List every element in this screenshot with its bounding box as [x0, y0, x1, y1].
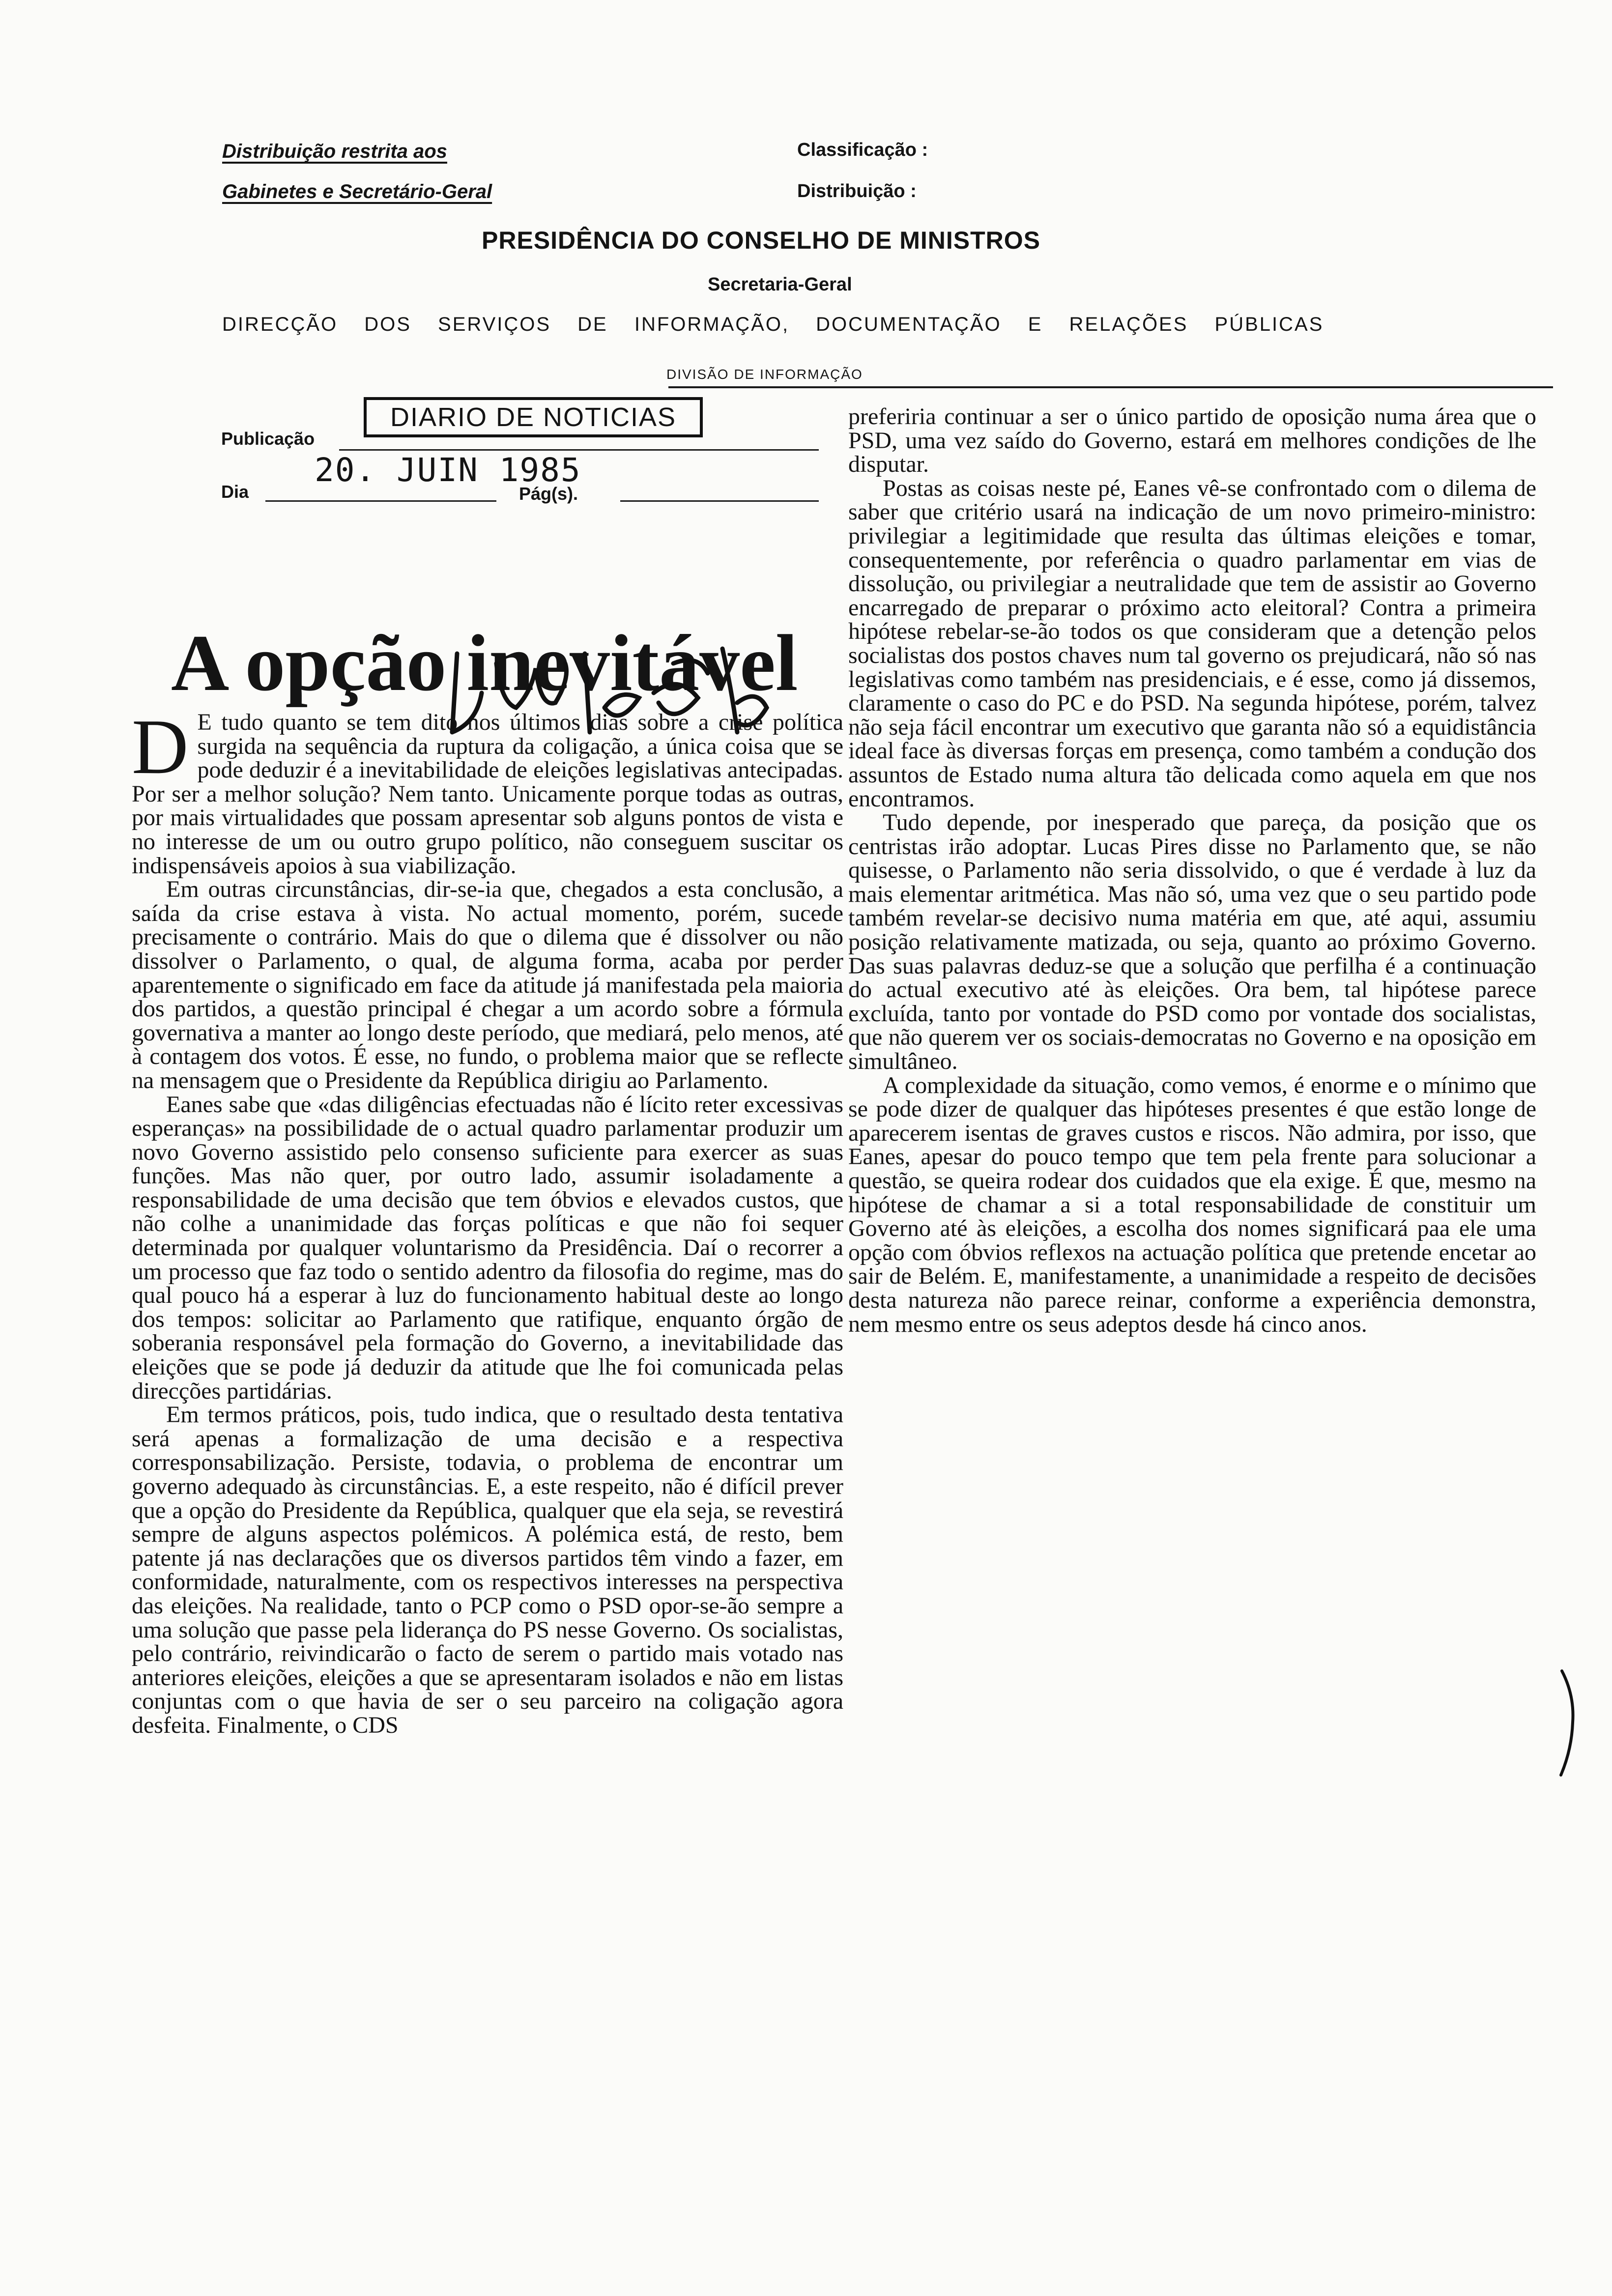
distribution-label: Distribuição : [797, 181, 917, 201]
article-paragraph: A complexidade da situação, como vemos, é enorme e o mínimo que se pode dizer de qualquer das hipóteses presentes é que estão longe de aparecerem isentas de graves custos e riscos. Não admira, por isso, que Eanes, apesar do pouco tempo que tem pela frente para solucionar a questão, se queira rodear dos cuidados que ela exige. É que, mesmo na hipótese de chamar a si a total responsabilidade de constituir um Governo até às eleições, a escolha dos nomes significará paa ele uma opção com óbvios reflexos na actuação política que pretende encetar ao sair de Belém. E, manifestamente, a unanimidade a respeito de decisões desta natureza não parece reinar, conforme a experiência demonstra, nem mesmo entre os seus adeptos desde há cinco anos. [848, 1072, 1536, 1337]
ministry-title: PRESIDÊNCIA DO CONSELHO DE MINISTROS [482, 227, 1041, 254]
article-paragraph: Eanes sabe que «das diligências efectuadas não é lícito reter excessivas esperanças» na possibilidade de o actual quadro parlamentar produzir um novo Governo assistido pelo consenso suficiente para exercer as suas funções. Mas não quer, por outro lado, assumir isoladamente a responsabilidade de uma decisão que tem óbvios e elevados custos, que não colhe a unanimidade das forças políticas e que não foi sequer determinada por qualquer voluntarismo da Presidência. Daí o recorrer a um processo que faz todo o sentido adentro da filosofia do regime, mas do qual pouco há a esperar à luz do funcionamento habitual deste ao longo dos tempos: solicitar ao Parlamento que ratifique, enquanto órgão de soberania responsável pela formação do Governo, a inevitabilidade das eleições que se pode já deduzir da atitude que lhe foi comunicada pelas direcções partidárias. [132, 1091, 843, 1404]
publication-label: Publicação [221, 429, 315, 449]
date-stamp: 20. JUIN 1985 [315, 451, 581, 489]
day-label: Dia [221, 482, 249, 502]
pages-label: Pág(s). [519, 484, 578, 504]
division-rule [668, 386, 1553, 388]
article-paragraph: Em outras circunstâncias, dir-se-ia que, chegados a esta conclusão, a saída da crise estava à vista. No actual momento, porém, sucede precisamente o contrário. Mais do que o dilema que é dissolver ou não dissolver o Parlamento, o qual, de alguma forma, acaba por perder aparentemente o significado em face da atitude já manifestada pela maioria dos partidos, a questão principal é chegar a um acordo sobre a fórmula governativa a manter ao longo deste período, que mediará, pelo menos, até à contagem dos votos. É esse, no fundo, o problema maior que se reflecte na mensagem que o Presidente da República dirigiu ao Parlamento. [132, 876, 843, 1093]
article-paragraph: Em termos práticos, pois, tudo indica, que o resultado desta tentativa será apenas a formalização de uma decisão e a respectiva corresponsabilização. Persiste, todavia, o problema de encontrar um governo adequado às circunstâncias. E, a este respeito, não é difícil prever que a opção do Presidente da República, qualquer que ela seja, se revestirá sempre de alguns aspectos polémicos. A polémica está, de resto, bem patente já nas declarações que os diversos partidos têm vindo a fazer, em conformidade, naturalmente, com os respectivos interesses na perspectiva das eleições. Na realidade, tanto o PCP como o PSD opor-se-ão sempre a uma solução que passe pela liderança do PS nesse Governo. Os socialistas, pelo contrário, reivindicarão o facto de serem o partido mais votado nas anteriores eleições, eleições a que se apresentaram isolados e não em listas conjuntas com o que havia de ser o seu parceiro na coligação agora desfeita. Finalmente, o CDS [132, 1402, 843, 1738]
article-headline: A opção inevitável [171, 619, 798, 708]
distribution-line-1: Distribuição restrita aos [222, 141, 447, 162]
secretariat-title: Secretaria-Geral [708, 274, 852, 295]
drop-cap: D [132, 703, 189, 790]
article-paragraph: D E tudo quanto se tem dito nos últimos dias sobre a crise política surgida na sequência da ruptura da coligação, a única coisa que se pode deduzir é a inevitabilidade de eleições legislativas antecipadas. Por ser a melhor solução? Nem tanto. Unicamente porque todas as outras, por mais virtualidades que possam apresentar sob alguns pontos de vista e no interesse de um ou outro grupo político, não conseguem suscitar os indispensáveis apoios à sua viabilização. [132, 703, 843, 879]
article-paragraph: Tudo depende, por inesperado que pareça, da posição que os centristas irão adoptar. Lucas Pires disse no Parlamento que, se não quisesse, o Parlamento não seria dissolvido, o que é verdade à luz da mais elementar aritmética. Mas não só, uma vez que o seu partido pode também revelar-se decisivo numa matéria em que, até aqui, assumiu posição relativamente matizada, ou seja, quanto ao próximo Governo. Das suas palavras deduz-se que a solução que perfilha é a continuação do actual executivo até às eleições. Ora bem, tal hipótese parece excluída, tanto por vontade do PSD como por vontade dos socialistas, que não querem ver os sociais-democratas no Governo e na oposição em simultâneo. [848, 809, 1536, 1075]
pages-rule [620, 500, 819, 502]
article-paragraph: preferiria continuar a ser o único partido de oposição numa área que o PSD, uma vez saído do Governo, estará em melhores condições de lhe disputar. [848, 403, 1536, 478]
article-right-column [848, 405, 1536, 1336]
publication-name-stamp: DIARIO DE NOTICIAS [364, 397, 703, 437]
classification-label: Classificação : [797, 140, 928, 160]
article-paragraph: Postas as coisas neste pé, Eanes vê-se confrontado com o dilema de saber que critério usará na indicação de um novo primeiro-ministro: privilegiar a legitimidade que resulta das últimas eleições e tomar, consequentemente, por referência o quadro parlamentar em vias de dissolução, ou privilegiar a neutralidade que tem de assistir ao Governo encarregado de preparar o próximo acto eleitoral? Contra a primeira hipótese rebelar-se-ão todos os que consideram que a detenção pelos socialistas dos postos chaves num tal governo os prejudicará, não só nas legislativas como também nas presidenciais, e é esse, como já dissemos, claramente o caso do PC e do PSD. Na segunda hipótese, porém, talvez não seja fácil encontrar um executivo que garanta não só a equidistância ideal face às diversas forças em presença, como também a condução dos assuntos de Estado numa altura tão delicada como aquela em que nos encontramos. [848, 475, 1536, 812]
publication-rule [339, 449, 819, 451]
article-left-column [132, 703, 843, 1738]
directorate-title: DIRECÇÃO DOS SERVIÇOS DE INFORMAÇÃO, DOCUMENTAÇÃO E RELAÇÕES PÚBLICAS [222, 314, 1324, 335]
division-title: DIVISÃO DE INFORMAÇÃO [666, 367, 863, 382]
bracket-mark [1558, 1666, 1578, 1779]
distribution-line-2: Gabinetes e Secretário-Geral [222, 181, 492, 202]
day-rule [265, 500, 496, 502]
